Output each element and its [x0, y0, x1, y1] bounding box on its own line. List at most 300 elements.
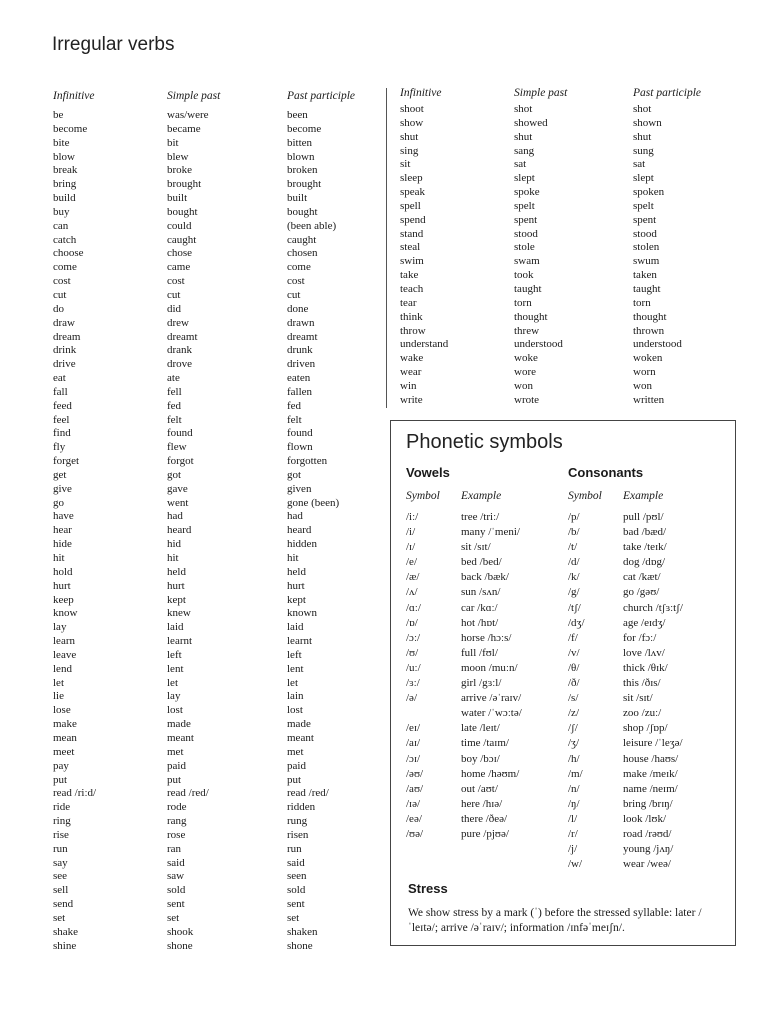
verb-past-participle: had — [287, 510, 303, 523]
verb-simple-past: ate — [167, 372, 180, 385]
verb-infinitive: feed — [53, 399, 72, 412]
verb-infinitive: draw — [53, 316, 75, 329]
verb-past-participle: lost — [287, 704, 303, 717]
verb-past-participle: put — [287, 773, 302, 786]
vowel-example: home /həʊm/ — [461, 767, 520, 780]
verb-past-participle: hurt — [287, 579, 305, 592]
vowels-heading: Vowels — [406, 465, 450, 480]
vowel-symbol: /ɜː/ — [406, 677, 420, 690]
verb-simple-past: took — [514, 269, 534, 282]
verb-infinitive: throw — [400, 324, 426, 337]
verb-infinitive: meet — [53, 745, 75, 758]
verb-infinitive: tear — [400, 296, 417, 309]
verb-past-participle: hit — [287, 552, 299, 564]
verb-past-participle: met — [287, 745, 304, 758]
verb-simple-past: built — [167, 192, 188, 205]
consonant-example: pull /pʊl/ — [623, 511, 664, 523]
verb-simple-past: flew — [167, 441, 187, 454]
verb-past-participle: chosen — [287, 247, 318, 260]
consonant-symbol: /l/ — [568, 812, 578, 825]
infinitive-column — [400, 103, 448, 408]
verb-past-participle: shone — [287, 939, 313, 952]
verb-infinitive: understand — [400, 338, 449, 351]
infinitive-column — [53, 109, 96, 953]
verb-infinitive: sleep — [400, 172, 423, 185]
vowel-example: boy /bɔɪ/ — [461, 752, 500, 765]
vowel-example: out /aʊt/ — [461, 782, 498, 795]
verb-infinitive: hide — [53, 538, 72, 551]
verb-past-participle: felt — [287, 413, 302, 426]
verb-infinitive: feel — [53, 413, 70, 426]
verb-simple-past: set — [167, 911, 180, 924]
verb-simple-past: hit — [167, 552, 179, 564]
verb-infinitive: come — [53, 261, 77, 274]
verb-infinitive: cut — [53, 288, 67, 301]
verb-infinitive: get — [53, 468, 67, 481]
vowel-symbol: /ɔɪ/ — [406, 752, 421, 765]
verb-infinitive: ring — [53, 815, 71, 828]
verb-simple-past: could — [167, 219, 192, 232]
verb-past-participle: dreamt — [287, 330, 318, 343]
consonant-example: bad /bæd/ — [623, 526, 667, 539]
verb-past-participle: taken — [633, 269, 657, 282]
consonant-symbol: /ʃ/ — [568, 722, 578, 735]
verb-simple-past: laid — [167, 621, 184, 634]
verb-simple-past: made — [167, 718, 191, 731]
verb-past-participle: kept — [287, 593, 306, 606]
verb-simple-past: sang — [514, 144, 535, 157]
verb-simple-past: said — [167, 856, 185, 869]
vowel-symbol: /iː/ — [406, 511, 419, 523]
verb-infinitive: catch — [53, 233, 77, 246]
verb-infinitive: read /riːd/ — [53, 787, 97, 800]
verb-past-participle: bitten — [287, 136, 313, 149]
verb-simple-past: chose — [167, 247, 193, 260]
vowel-symbol — [406, 706, 423, 721]
past-participle-column — [287, 109, 339, 953]
consonant-symbol: /r/ — [568, 827, 578, 840]
verb-infinitive: spend — [400, 213, 426, 226]
verb-past-participle: gone (been) — [287, 496, 340, 509]
verb-simple-past: shut — [514, 130, 533, 143]
verb-simple-past: left — [167, 648, 182, 661]
verb-simple-past: swam — [514, 255, 540, 268]
consonant-example-column — [623, 510, 683, 872]
verb-infinitive: stand — [400, 227, 424, 240]
verb-past-participle: run — [287, 842, 302, 855]
verb-simple-past: bit — [167, 136, 179, 149]
verb-infinitive: sing — [400, 144, 419, 157]
verb-simple-past: threw — [514, 324, 540, 337]
consonant-example: take /teɪk/ — [623, 541, 667, 554]
simple-past-column — [167, 109, 209, 953]
vowel-symbol: /ɪə/ — [406, 797, 421, 810]
vowel-example-header: Example — [461, 490, 502, 502]
verb-past-participle: read /red/ — [287, 787, 329, 800]
consonant-symbol: /dʒ/ — [568, 616, 585, 629]
verb-infinitive: take — [400, 269, 419, 282]
verb-infinitive: build — [53, 192, 76, 205]
verb-past-participle: stood — [633, 227, 657, 240]
verb-past-participle: brought — [287, 178, 322, 191]
verb-simple-past: met — [167, 745, 184, 758]
verb-simple-past: held — [167, 565, 186, 578]
verb-past-participle: woken — [633, 352, 663, 365]
vowel-example: girl /gɜːl/ — [461, 677, 502, 690]
verb-infinitive: think — [400, 310, 423, 323]
consonant-symbol: /t/ — [568, 541, 578, 554]
verb-simple-past: forgot — [167, 455, 194, 468]
vowel-symbol: /ɒ/ — [406, 616, 418, 629]
verb-past-participle: cost — [287, 275, 305, 288]
verb-infinitive: ride — [53, 801, 71, 814]
consonant-example: shop /ʃɒp/ — [623, 722, 668, 735]
verb-simple-past: rode — [167, 801, 187, 814]
verb-simple-past: had — [167, 510, 183, 523]
verb-infinitive: steal — [400, 241, 421, 254]
consonant-example: young /jʌŋ/ — [623, 843, 674, 856]
verb-simple-past: sent — [167, 898, 185, 911]
verb-infinitive: hit — [53, 552, 65, 564]
verb-past-participle: shut — [633, 130, 652, 143]
consonant-symbol: /j/ — [568, 843, 578, 856]
vowel-symbol: /eɪ/ — [406, 722, 421, 735]
verb-simple-past: sat — [514, 158, 527, 171]
verb-simple-past: taught — [514, 282, 542, 295]
consonant-example: wear /weə/ — [623, 858, 671, 871]
consonant-symbol: /θ/ — [568, 661, 580, 674]
vowel-symbol: /ɑː/ — [406, 601, 421, 614]
consonant-example: bring /brɪŋ/ — [623, 797, 673, 810]
verb-simple-past: fell — [167, 385, 182, 398]
phonetic-symbols-title: Phonetic symbols — [406, 431, 563, 453]
verb-past-participle: sung — [633, 144, 654, 157]
verb-infinitive: keep — [53, 593, 74, 606]
verb-infinitive: shake — [53, 925, 79, 938]
consonant-symbol: /d/ — [568, 556, 580, 569]
vowel-symbol: /eə/ — [406, 812, 422, 825]
verb-past-participle: made — [287, 718, 311, 731]
verb-infinitive: put — [53, 773, 68, 786]
verb-simple-past: blew — [167, 150, 189, 163]
verb-past-participle: risen — [287, 828, 309, 841]
verb-infinitive: drink — [53, 344, 77, 357]
verb-past-participle: sat — [633, 158, 646, 171]
verb-infinitive: sell — [53, 884, 69, 897]
verb-simple-past: lent — [167, 662, 184, 675]
vowel-example: pure /pjʊə/ — [461, 827, 509, 840]
vowel-example: late /leɪt/ — [461, 722, 500, 735]
verb-past-participle: taught — [633, 282, 661, 295]
verb-simple-past: cut — [167, 288, 181, 301]
verb-past-participle: set — [287, 911, 300, 924]
verb-simple-past: let — [167, 676, 178, 689]
verb-past-participle: worn — [633, 366, 656, 379]
vowel-example: back /bæk/ — [461, 571, 509, 584]
verb-infinitive: know — [53, 607, 78, 620]
verb-infinitive: forget — [53, 455, 80, 468]
verb-infinitive: see — [53, 870, 68, 883]
consonant-example: leisure /ˈleʒə/ — [623, 737, 683, 750]
verb-infinitive: mean — [53, 731, 77, 744]
verb-past-participle: thought — [633, 310, 667, 323]
consonant-example: love /lʌv/ — [623, 646, 665, 659]
verb-simple-past: heard — [167, 524, 192, 537]
verb-past-participle: won — [633, 379, 652, 392]
verb-infinitive: can — [53, 219, 69, 232]
consonant-example: for /fɔː/ — [623, 631, 657, 644]
verb-simple-past: meant — [167, 731, 194, 744]
verb-infinitive: eat — [53, 372, 66, 385]
vowel-symbol: /ɔː/ — [406, 631, 421, 644]
verb-past-participle: fed — [287, 399, 302, 412]
verb-infinitive: run — [53, 842, 68, 855]
verb-simple-past: was/were — [167, 109, 209, 121]
verb-simple-past: did — [167, 302, 182, 315]
vowel-example: bed /bed/ — [461, 556, 502, 569]
verb-simple-past: shone — [167, 939, 193, 952]
consonant-example: name /neɪm/ — [623, 782, 678, 795]
verb-past-participle: (been able) — [287, 219, 337, 232]
irregular-verbs-table-left — [53, 90, 373, 960]
verb-past-participle: meant — [287, 731, 314, 744]
verb-simple-past: felt — [167, 413, 182, 426]
verb-past-participle: flown — [287, 441, 313, 454]
stress-description: We show stress by a mark (ˈ) before the stressed syllable: later /ˈleɪtə/; arrive /əˈraɪv/; information /ɪnfəˈmeɪʃn/. — [408, 907, 702, 934]
verb-infinitive: send — [53, 898, 74, 911]
verb-simple-past: brought — [167, 178, 202, 191]
infinitive-header: Infinitive — [53, 90, 95, 102]
verb-infinitive: speak — [400, 186, 426, 199]
past-participle-header: Past participle — [633, 87, 702, 99]
verb-past-participle: given — [287, 482, 312, 495]
verb-simple-past: got — [167, 468, 182, 481]
verb-infinitive: sit — [400, 158, 411, 171]
verb-simple-past: lost — [167, 704, 183, 717]
verb-past-participle: lain — [287, 690, 304, 703]
verb-simple-past: shot — [514, 103, 533, 115]
past-participle-column — [633, 103, 682, 408]
consonant-symbol: /k/ — [568, 571, 580, 584]
consonant-symbol-column — [568, 510, 585, 872]
verb-infinitive: lie — [53, 690, 64, 703]
verb-past-participle: paid — [287, 759, 306, 772]
column-divider — [386, 88, 387, 408]
verb-past-participle: spoken — [633, 186, 665, 199]
verb-simple-past: drew — [167, 316, 189, 329]
consonant-example: zoo /zuː/ — [623, 707, 662, 720]
verb-simple-past: stood — [514, 227, 538, 240]
verb-past-participle: caught — [287, 233, 317, 246]
verb-simple-past: fed — [167, 399, 182, 412]
vowel-symbol: /aɪ/ — [406, 737, 421, 750]
vowel-example: many /ˈmeni/ — [461, 526, 520, 539]
verb-simple-past: spent — [514, 213, 538, 226]
consonant-symbol: /m/ — [568, 767, 583, 780]
vowel-example: time /taɪm/ — [461, 737, 509, 750]
verb-simple-past: found — [167, 427, 193, 440]
consonant-example: look /lʊk/ — [623, 812, 667, 825]
consonant-example: go /gəʊ/ — [623, 586, 660, 599]
past-participle-header: Past participle — [287, 90, 356, 102]
verb-past-participle: held — [287, 565, 306, 578]
verb-past-participle: come — [287, 261, 311, 274]
page-title: Irregular verbs — [52, 34, 175, 55]
verb-simple-past: sold — [167, 884, 186, 897]
consonant-symbol: /ð/ — [568, 677, 580, 690]
consonant-example: thick /θɪk/ — [623, 661, 668, 674]
vowel-symbol: /ɪ/ — [406, 541, 416, 554]
verb-simple-past: wore — [514, 366, 536, 379]
verb-infinitive: let — [53, 676, 64, 689]
verb-simple-past: shook — [167, 925, 194, 938]
verb-simple-past: paid — [167, 759, 186, 772]
verb-infinitive: shine — [53, 939, 77, 952]
verb-past-participle: broken — [287, 164, 318, 177]
consonant-symbol-header: Symbol — [568, 490, 602, 502]
consonant-example: house /haʊs/ — [623, 752, 679, 765]
verb-past-participle: been — [287, 109, 308, 121]
verb-past-participle: learnt — [287, 635, 313, 648]
verb-simple-past: bought — [167, 205, 198, 218]
consonant-symbol: /h/ — [568, 752, 580, 765]
verb-simple-past: hid — [167, 538, 182, 551]
verb-past-participle: shaken — [287, 925, 318, 938]
verb-infinitive: bite — [53, 136, 70, 149]
verb-past-participle: done — [287, 302, 309, 315]
vowel-example: water /ˈwɔːtə/ — [461, 707, 522, 720]
verb-infinitive: pay — [53, 759, 69, 772]
verb-simple-past: caught — [167, 233, 197, 246]
verb-past-participle: hidden — [287, 538, 317, 551]
verb-past-participle: slept — [633, 172, 654, 185]
vowel-symbol: /æ/ — [406, 571, 420, 584]
verb-infinitive: choose — [53, 247, 84, 260]
consonant-symbol: /z/ — [568, 707, 579, 720]
verb-past-participle: thrown — [633, 324, 665, 337]
verb-simple-past: read /red/ — [167, 787, 209, 800]
verb-infinitive: show — [400, 116, 424, 129]
verb-past-participle: forgotten — [287, 455, 328, 468]
stress-heading: Stress — [408, 881, 448, 896]
consonant-symbol: /n/ — [568, 782, 580, 795]
simple-past-header: Simple past — [514, 87, 568, 99]
verb-simple-past: torn — [514, 296, 532, 309]
verb-past-participle: spelt — [633, 199, 654, 212]
verb-infinitive: become — [53, 122, 88, 135]
verb-simple-past: showed — [514, 116, 548, 129]
verb-past-participle: bought — [287, 205, 318, 218]
vowel-symbol: /aʊ/ — [406, 782, 424, 795]
verb-past-participle: understood — [633, 338, 682, 351]
vowel-symbol: /ʊ/ — [406, 646, 419, 659]
vowel-example: horse /hɔːs/ — [461, 631, 512, 644]
verb-infinitive: lay — [53, 621, 67, 634]
verb-past-participle: ridden — [287, 801, 316, 814]
verb-infinitive: fall — [53, 385, 68, 398]
vowel-symbol: /əʊ/ — [406, 767, 424, 780]
verb-past-participle: drunk — [287, 344, 313, 357]
verb-infinitive: shoot — [400, 103, 424, 115]
vowel-example: sit /sɪt/ — [461, 541, 491, 554]
verb-infinitive: lose — [53, 704, 71, 717]
consonant-symbol: /p/ — [568, 511, 580, 523]
verb-simple-past: came — [167, 261, 191, 274]
verb-infinitive: cost — [53, 275, 71, 288]
verb-infinitive: leave — [53, 648, 77, 661]
verb-simple-past: broke — [167, 164, 193, 177]
consonant-example: age /eɪdʒ/ — [623, 616, 666, 629]
consonant-example: church /tʃɜːtʃ/ — [623, 601, 683, 614]
verb-infinitive: blow — [53, 150, 75, 163]
verb-infinitive: dream — [53, 330, 81, 343]
verb-simple-past: thought — [514, 310, 548, 323]
consonant-symbol: /v/ — [568, 646, 580, 659]
verb-infinitive: set — [53, 911, 66, 924]
consonant-example: this /ðɪs/ — [623, 677, 661, 690]
consonant-example: cat /kæt/ — [623, 571, 661, 584]
verb-simple-past: cost — [167, 275, 185, 288]
vowel-example: tree /triː/ — [461, 511, 500, 523]
verb-past-participle: eaten — [287, 372, 311, 385]
verb-past-participle: fallen — [287, 385, 313, 398]
verb-past-participle: laid — [287, 621, 304, 634]
verb-simple-past: went — [167, 496, 189, 509]
verb-simple-past: stole — [514, 241, 535, 254]
vowel-symbol: /ʌ/ — [406, 586, 418, 599]
verb-infinitive: rise — [53, 828, 69, 841]
consonant-symbol: /s/ — [568, 692, 579, 705]
verb-past-participle: cut — [287, 288, 301, 301]
vowel-symbol-column — [406, 510, 423, 842]
verb-infinitive: be — [53, 109, 64, 121]
verb-infinitive: shut — [400, 130, 419, 143]
verb-past-participle: stolen — [633, 241, 660, 254]
verb-simple-past: spelt — [514, 199, 535, 212]
consonant-symbol: /ŋ/ — [568, 797, 580, 810]
verb-infinitive: buy — [53, 205, 70, 218]
verb-infinitive: spell — [400, 199, 421, 212]
consonants-heading: Consonants — [568, 465, 644, 480]
verb-infinitive: break — [53, 164, 78, 177]
verb-infinitive: fly — [53, 441, 66, 454]
verb-simple-past: won — [514, 379, 533, 392]
verb-infinitive: make — [53, 718, 77, 731]
consonant-symbol: /g/ — [568, 586, 580, 599]
verb-past-participle: sold — [287, 884, 306, 897]
verb-simple-past: rang — [167, 815, 187, 828]
vowel-example: arrive /əˈraɪv/ — [461, 692, 522, 705]
verb-past-participle: heard — [287, 524, 312, 537]
verb-simple-past: knew — [167, 607, 191, 620]
consonant-example: sit /sɪt/ — [623, 692, 653, 705]
verb-simple-past: drank — [167, 344, 193, 357]
phonetic-symbols-box — [390, 420, 736, 946]
verb-simple-past: dreamt — [167, 330, 198, 343]
consonant-example: road /rəʊd/ — [623, 827, 672, 840]
verb-infinitive: teach — [400, 282, 424, 295]
consonant-symbol: /f/ — [568, 631, 578, 644]
consonant-symbol: /w/ — [568, 858, 583, 871]
verb-past-participle: seen — [287, 870, 307, 883]
verb-simple-past: understood — [514, 338, 563, 351]
verb-infinitive: swim — [400, 255, 424, 268]
verb-infinitive: do — [53, 302, 64, 315]
verb-simple-past: spoke — [514, 186, 540, 199]
consonant-symbol: /ʒ/ — [568, 737, 579, 750]
vowel-symbol: /ə/ — [406, 692, 417, 705]
vowel-symbol-header: Symbol — [406, 490, 440, 502]
